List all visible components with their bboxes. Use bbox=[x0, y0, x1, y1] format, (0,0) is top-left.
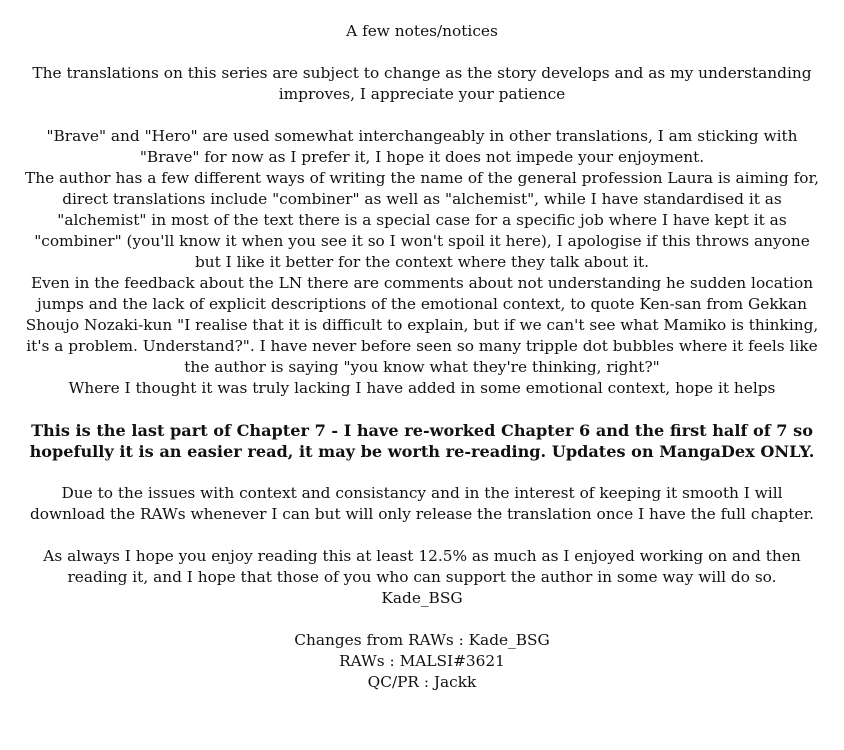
text-line: The translations on this series are subject to change as the story develops and as my understanding bbox=[32, 64, 812, 82]
spacer bbox=[0, 105, 844, 126]
spacer bbox=[0, 399, 844, 420]
text-line: direct translations include "combiner" as well as "alchemist", while I have standardised it as bbox=[62, 190, 782, 208]
text-line: "combiner" (you'll know it when you see it so I won't spoil it here), I apologise if this throws anyone bbox=[34, 232, 810, 250]
spacer bbox=[0, 525, 844, 546]
spacer bbox=[0, 462, 844, 483]
translation-note-paragraph bbox=[0, 63, 844, 105]
notice-line: hopefully it is an easier read, it may be worth re-reading. Updates on MangaDex ONLY. bbox=[29, 442, 815, 461]
credit-line: RAWs : MALSI#3621 bbox=[339, 652, 505, 670]
text-line: but I like it better for the context where they talk about it. bbox=[194, 253, 650, 271]
text-line: Due to the issues with context and consistancy and in the interest of keeping it smooth I will bbox=[61, 484, 783, 502]
text-line: reading it, and I hope that those of you who can support the author in some way will do so. bbox=[67, 568, 777, 586]
text-line: Where I thought it was truly lacking I have added in some emotional context, hope it helps bbox=[68, 379, 776, 397]
page-title: A few notes/notices bbox=[346, 22, 498, 40]
signature: Kade_BSG bbox=[381, 589, 463, 607]
release-note-paragraph bbox=[0, 483, 844, 525]
text-line: As always I hope you enjoy reading this at least 12.5% as much as I enjoyed working on and then bbox=[43, 547, 801, 565]
notice-line: This is the last part of Chapter 7 - I have re-worked Chapter 6 and the first half of 7 so bbox=[31, 421, 813, 440]
text-line: improves, I appreciate your patience bbox=[278, 85, 566, 103]
text-line: "Brave" and "Hero" are used somewhat interchangeably in other translations, I am sticking with bbox=[46, 127, 798, 145]
credit-line: QC/PR : Jackk bbox=[367, 673, 477, 691]
text-line: Even in the feedback about the LN there are comments about not understanding he sudden location bbox=[30, 274, 814, 292]
closing-paragraph bbox=[0, 546, 844, 609]
credits bbox=[0, 630, 844, 693]
spacer bbox=[0, 609, 844, 630]
text-line: The author has a few different ways of writing the name of the general profession Laura is aiming for, bbox=[24, 169, 819, 187]
terminology-note-paragraph bbox=[0, 126, 844, 399]
text-line: Shoujo Nozaki-kun "I realise that it is difficult to explain, but if we can't see what Mamiko is thinking, bbox=[25, 316, 819, 334]
text-line: it's a problem. Understand?". I have never before seen so many tripple dot bubbles where it feels like bbox=[26, 337, 818, 355]
text-line: the author is saying "you know what they're thinking, right?" bbox=[184, 358, 660, 376]
spacer bbox=[0, 42, 844, 63]
text-line: "alchemist" in most of the text there is a special case for a specific job where I have kept it as bbox=[57, 211, 787, 229]
text-line: "Brave" for now as I prefer it, I hope it does not impede your enjoyment. bbox=[139, 148, 705, 166]
text-line: jumps and the lack of explicit descriptions of the emotional context, to quote Ken-san from Gekkan bbox=[37, 295, 807, 313]
credit-line: Changes from RAWs : Kade_BSG bbox=[294, 631, 550, 649]
text-line: download the RAWs whenever I can but will only release the translation once I have the full chapter. bbox=[30, 505, 814, 523]
chapter-notice bbox=[0, 420, 844, 462]
